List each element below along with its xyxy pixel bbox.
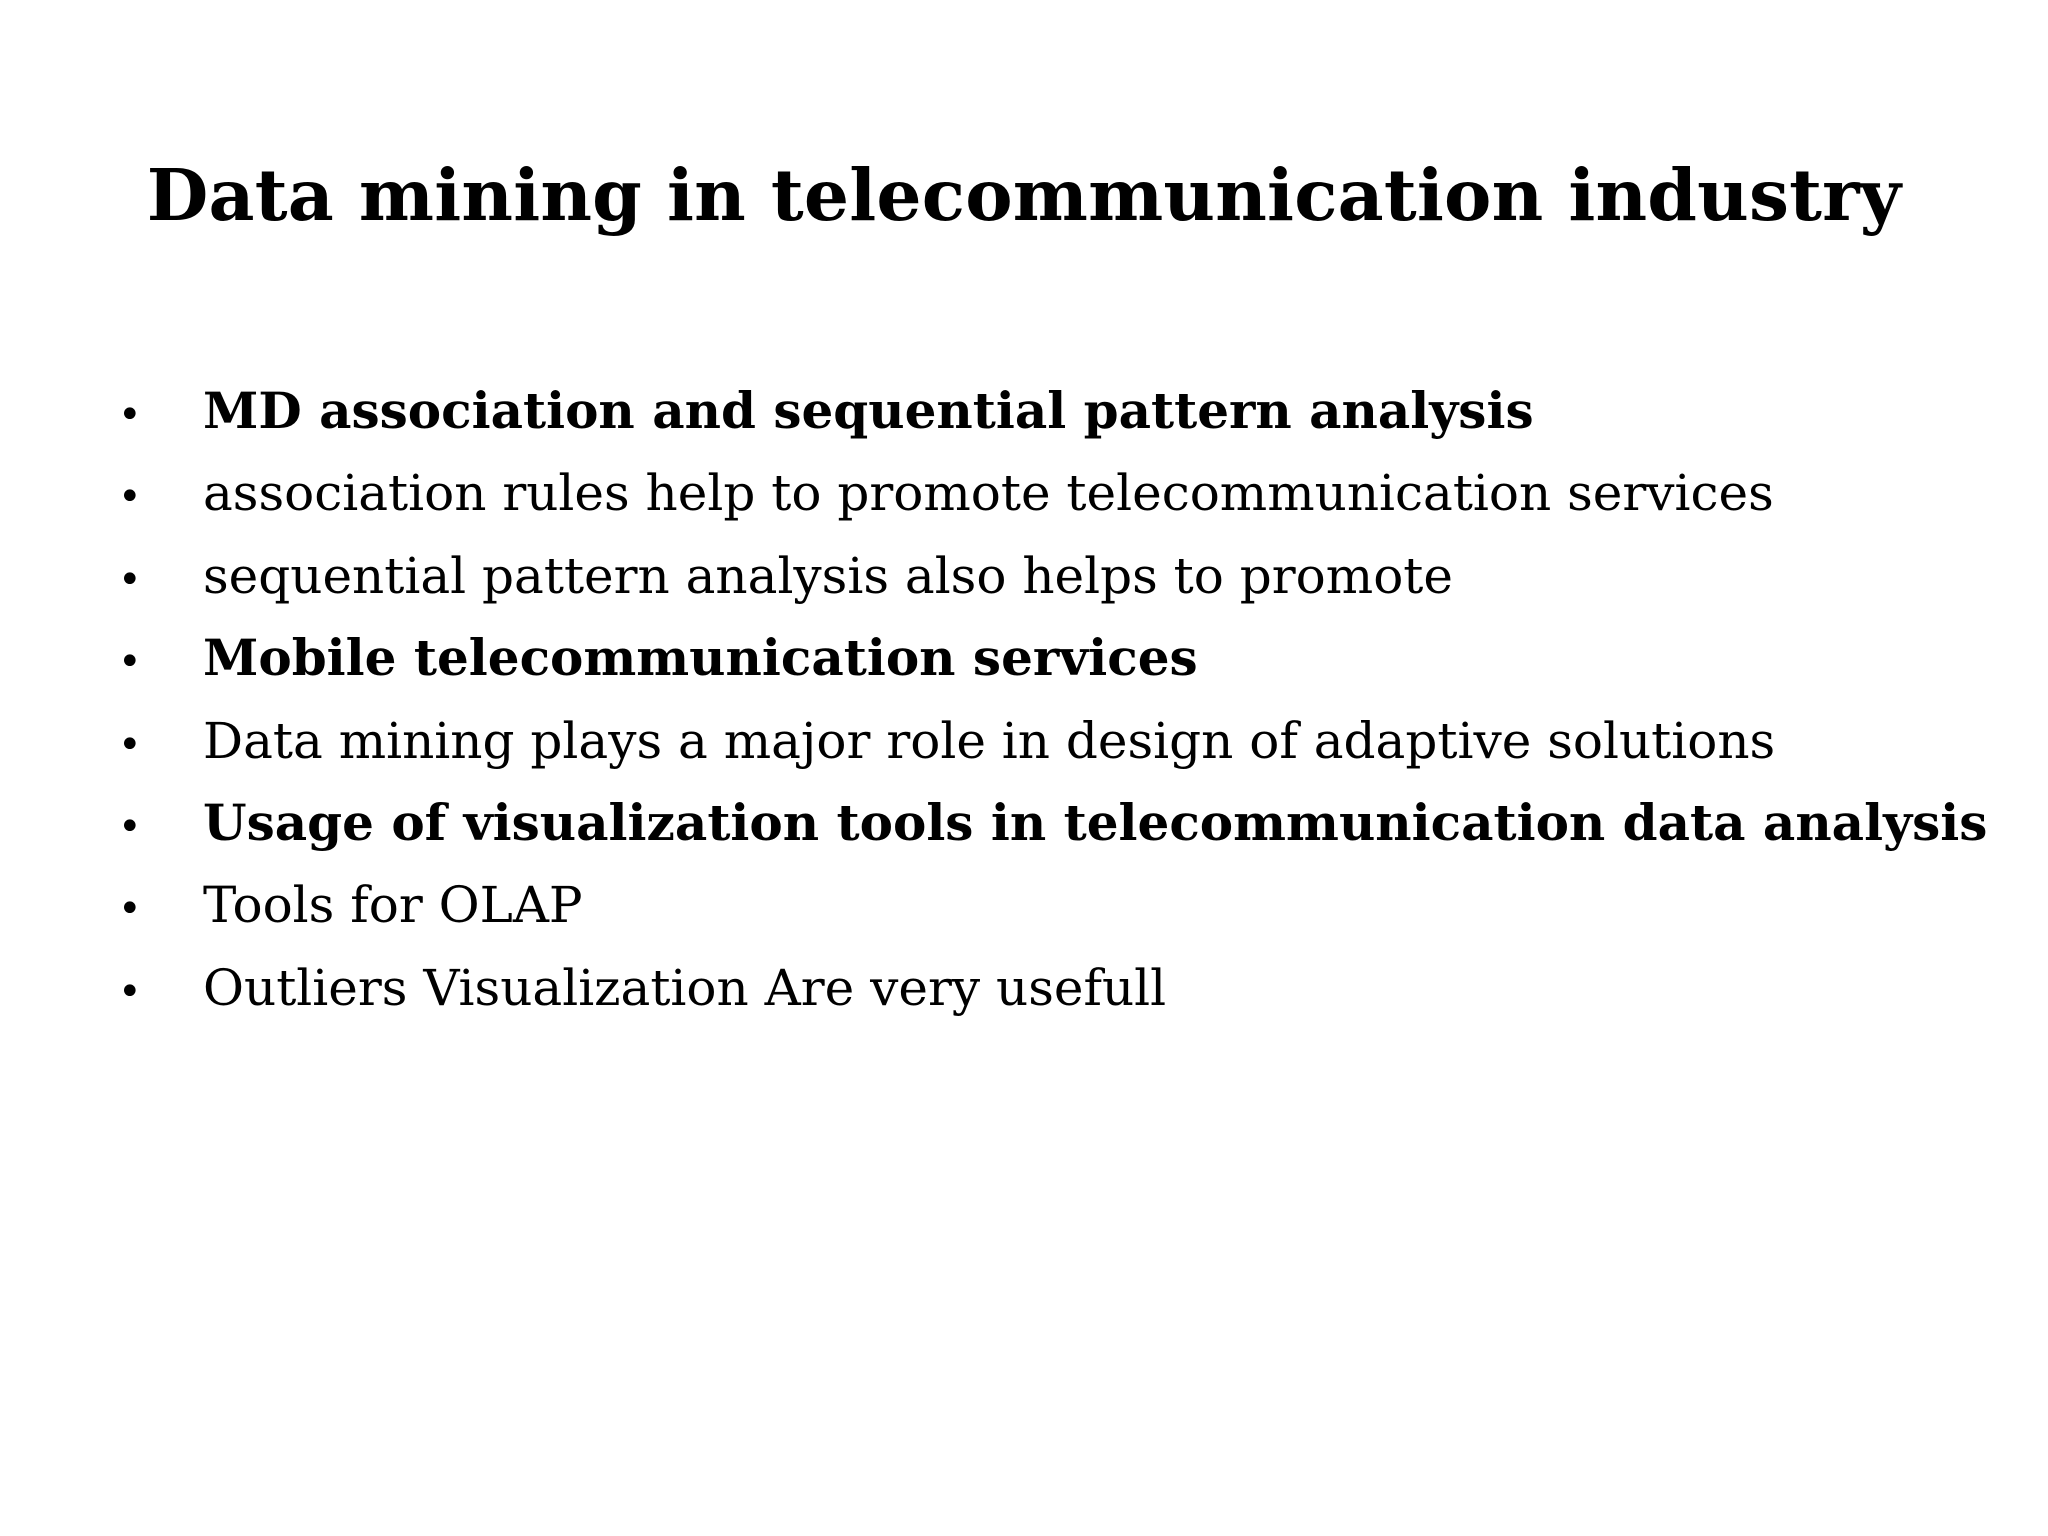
bullet-text: association rules help to promote telecommunication services xyxy=(203,464,1774,523)
bullet-text: Mobile telecommunication services xyxy=(203,628,1198,688)
bullet-item xyxy=(118,864,1998,946)
bullet-text: Tools for OLAP xyxy=(203,876,583,935)
bullet-item xyxy=(118,535,1998,617)
bullet-item xyxy=(118,947,1998,1029)
bullet-icon: • xyxy=(118,721,142,768)
bullet-item xyxy=(118,617,1998,699)
bullet-text: MD association and sequential pattern analysis xyxy=(203,381,1534,440)
slide-title: Data mining in telecommunication industry xyxy=(146,153,1902,237)
bullet-text: sequential pattern analysis also helps to promote xyxy=(203,546,1453,605)
bullet-item xyxy=(118,452,1998,534)
bullet-text: Data mining plays a major role in design of adaptive solutions xyxy=(203,711,1776,770)
bullet-icon: • xyxy=(118,803,142,850)
bullet-text: Usage of visualization tools in telecommunication data analysis xyxy=(203,792,1988,852)
bullet-icon: • xyxy=(118,968,142,1015)
bullet-icon: • xyxy=(118,639,142,686)
bullet-list xyxy=(118,370,1998,1029)
bullet-item xyxy=(118,700,1998,782)
bullet-icon: • xyxy=(118,392,142,438)
bullet-icon: • xyxy=(118,556,142,603)
bullet-item xyxy=(118,370,1998,452)
bullet-icon: • xyxy=(118,474,142,521)
bullet-item xyxy=(118,782,1998,864)
bullet-icon: • xyxy=(118,886,142,933)
bullet-text: Outliers Visualization Are very usefull xyxy=(203,958,1167,1017)
